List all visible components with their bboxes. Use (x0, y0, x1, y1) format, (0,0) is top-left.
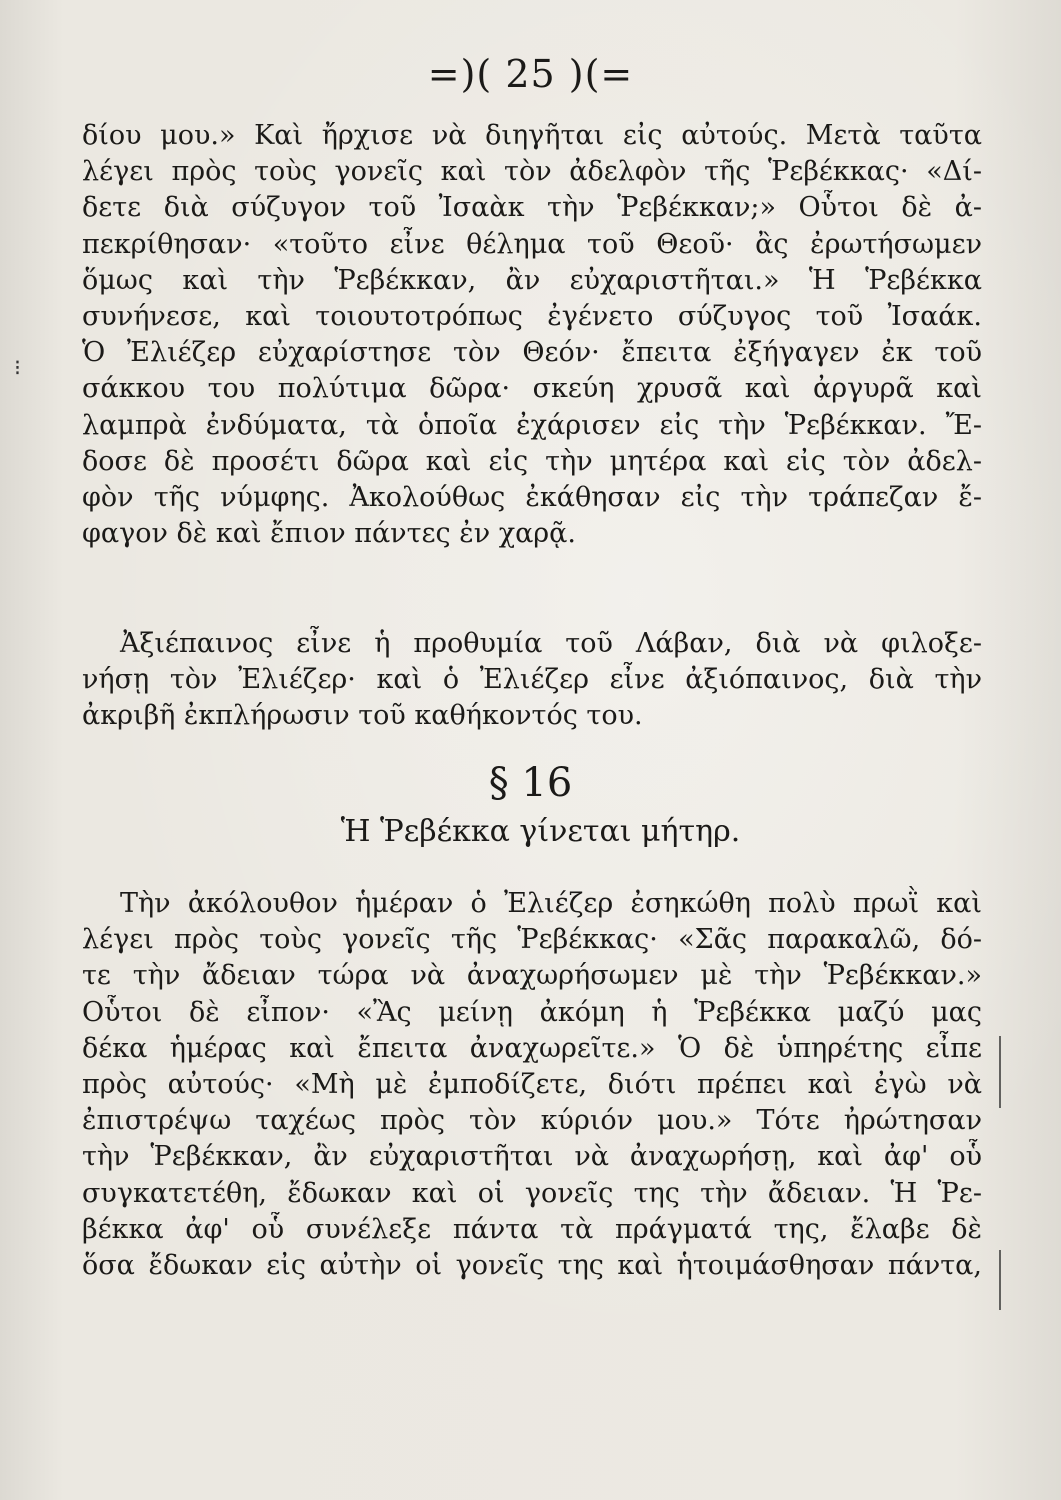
section-number: § 16 (488, 760, 573, 806)
text-line: τὴν Ῥεβέκκαν, ἂν εὐχαριστῆται νὰ ἀναχωρήσῃ, καὶ ἀφ' οὗ (82, 1141, 982, 1173)
page-edge-mark (999, 1036, 1001, 1108)
text-line: πρὸς αὐτούς· «Μὴ μὲ ἐμποδίζετε, διότι πρέπει καὶ ἐγὼ νὰ (82, 1069, 982, 1101)
text-line: νήσῃ τὸν Ἐλιέζερ· καὶ ὁ Ἐλιέζερ εἶνε ἀξιόπαινος, διὰ τὴν (82, 664, 982, 696)
text-line: λέγει πρὸς τοὺς γονεῖς τῆς Ῥεβέκκας· «Σᾶς παρακαλῶ, δό- (82, 924, 982, 956)
text-line: δετε διὰ σύζυγον τοῦ Ἰσαὰκ τὴν Ῥεβέκκαν;» Οὗτοι δὲ ἀ- (82, 192, 982, 224)
text-line: Ἀξιέπαινος εἶνε ἡ προθυμία τοῦ Λάβαν, διὰ νὰ φιλοξε- (120, 628, 982, 659)
text-line: Οὗτοι δὲ εἶπον· «Ἂς μείνῃ ἀκόμη ἡ Ῥεβέκκα μαζύ μας (82, 996, 982, 1028)
page-number-header: =)( 25 )(= (427, 52, 634, 96)
text-line: τε τὴν ἄδειαν τώρα νὰ ἀναχωρήσωμεν μὲ τὴν Ῥεβέκκαν.» (82, 960, 982, 992)
text-line: λέγει πρὸς τοὺς γονεῖς καὶ τὸν ἀδελφὸν τῆς Ῥεβέκκας· «Δί- (82, 156, 982, 188)
text-line: ἀκριβῆ ἐκπλήρωσιν τοῦ καθήκοντός του. (82, 700, 643, 732)
paragraph-1 (82, 118, 982, 552)
text-line: ὅμως καὶ τὴν Ῥεβέκκαν, ἂν εὐχαριστῆται.» Ἡ Ῥεβέκκα (82, 264, 982, 296)
section-title: Ἡ Ῥεβέκκα γίνεται μήτηρ. (340, 814, 741, 849)
text-line: Ὁ Ἐλιέζερ εὐχαρίστησε τὸν Θεόν· ἔπειτα ἐξήγαγεν ἐκ τοῦ (82, 337, 982, 369)
paragraph-3 (82, 886, 982, 1284)
paragraph-2 (82, 626, 982, 735)
text-line: συνήνεσε, καὶ τοιουτοτρόπως ἐγένετο σύζυγος τοῦ Ἰσαάκ. (82, 301, 982, 333)
text-line: σάκκου του πολύτιμα δῶρα· σκεύη χρυσᾶ καὶ ἀργυρᾶ καὶ (82, 373, 982, 405)
text-line: ὅσα ἔδωκαν εἰς αὐτὴν οἱ γονεῖς της καὶ ἡτοιμάσθησαν πάντα, (82, 1250, 982, 1282)
text-line: δέκα ἡμέρας καὶ ἔπειτα ἀναχωρεῖτε.» Ὁ δὲ ὑπηρέτης εἶπε (82, 1032, 982, 1064)
text-line: δοσε δὲ προσέτι δῶρα καὶ εἰς τὴν μητέρα καὶ εἰς τὸν ἀδελ- (82, 445, 982, 477)
text-line: βέκκα ἀφ' οὗ συνέλεξε πάντα τὰ πράγματά της, ἔλαβε δὲ (82, 1213, 982, 1245)
text-line: λαμπρὰ ἐνδύματα, τὰ ὁποῖα ἐχάρισεν εἰς τὴν Ῥεβέκκαν. Ἔ- (82, 409, 982, 441)
margin-dots: ⁝ (14, 356, 21, 381)
text-line: Τὴν ἀκόλουθον ἡμέραν ὁ Ἐλιέζερ ἐσηκώθη πολὺ πρωῒ καὶ (120, 888, 982, 919)
text-line: πεκρίθησαν· «τοῦτο εἶνε θέλημα τοῦ Θεοῦ· ἂς ἐρωτήσωμεν (82, 228, 982, 260)
text-line: φὸν τῆς νύμφης. Ἀκολούθως ἐκάθησαν εἰς τὴν τράπεζαν ἔ- (82, 482, 982, 514)
text-line: δίου μου.» Καὶ ἤρχισε νὰ διηγῆται εἰς αὐτούς. Μετὰ ταῦτα (82, 120, 982, 151)
text-line: ἐπιστρέψω ταχέως πρὸς τὸν κύριόν μου.» Τότε ἠρώτησαν (82, 1105, 982, 1137)
text-line: συγκατετέθη, ἔδωκαν καὶ οἱ γονεῖς της τὴν ἄδειαν. Ἡ Ῥε- (82, 1177, 982, 1209)
text-line: φαγον δὲ καὶ ἔπιον πάντες ἐν χαρᾷ. (82, 518, 576, 550)
page-edge-mark (999, 1250, 1001, 1310)
